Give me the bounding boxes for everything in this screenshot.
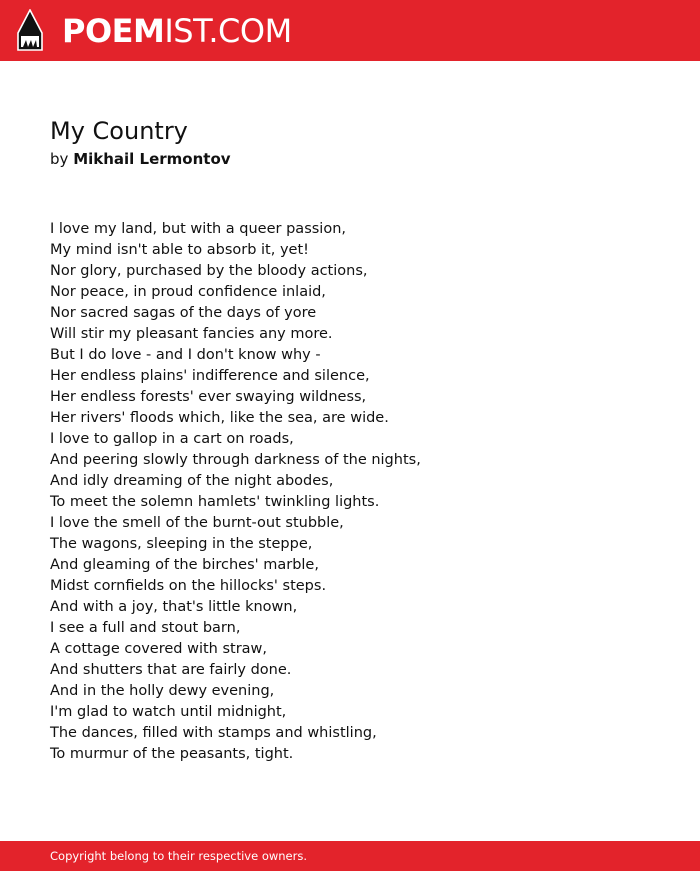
poem-line: Nor sacred sagas of the days of yore <box>50 305 317 321</box>
poem-body <box>50 219 421 765</box>
poem-line: I'm glad to watch until midnight, <box>50 704 287 720</box>
poem-line: The wagons, sleeping in the steppe, <box>50 536 313 552</box>
poem-line: I love to gallop in a cart on roads, <box>50 431 294 447</box>
poem-line: And peering slowly through darkness of the nights, <box>50 452 421 468</box>
poem-line: I love the smell of the burnt-out stubble, <box>50 515 344 531</box>
poem-line: And in the holly dewy evening, <box>50 683 275 699</box>
poem-title: My Country <box>50 117 188 145</box>
poem-line: I see a full and stout barn, <box>50 620 241 636</box>
author-name: Mikhail Lermontov <box>73 150 231 168</box>
poem-line: And shutters that are fairly done. <box>50 662 292 678</box>
poem-line: I love my land, but with a queer passion, <box>50 221 346 237</box>
poem-line: Her endless plains' indifference and silence, <box>50 368 370 384</box>
poem-line: Her rivers' floods which, like the sea, are wide. <box>50 410 389 426</box>
poem-line: Will stir my pleasant fancies any more. <box>50 326 333 342</box>
site-logo[interactable] <box>62 11 292 51</box>
poem-line: The dances, filled with stamps and whistling, <box>50 725 377 741</box>
poem-line: But I do love - and I don't know why - <box>50 347 321 363</box>
poem-line: Nor glory, purchased by the bloody actions, <box>50 263 368 279</box>
poem-line: Her endless forests' ever swaying wildness, <box>50 389 367 405</box>
poem-line: My mind isn't able to absorb it, yet! <box>50 242 309 258</box>
pencil-icon[interactable] <box>17 9 43 51</box>
poem-line: And with a joy, that's little known, <box>50 599 298 615</box>
logo-light-text: IST.COM <box>164 12 292 50</box>
by-label: by <box>50 150 69 168</box>
poem-line: To meet the solemn hamlets' twinkling lights. <box>50 494 380 510</box>
poem-line: And idly dreaming of the night abodes, <box>50 473 334 489</box>
site-header <box>0 0 700 61</box>
logo-bold-text: POEM <box>62 12 165 50</box>
poem-line: Nor peace, in proud confidence inlaid, <box>50 284 326 300</box>
poem-line: And gleaming of the birches' marble, <box>50 557 319 573</box>
poem-line: Midst cornfields on the hillocks' steps. <box>50 578 327 594</box>
copyright-notice: Copyright belong to their respective owners. <box>50 849 308 863</box>
site-footer <box>0 841 700 871</box>
poem-line: To murmur of the peasants, tight. <box>50 746 294 762</box>
poem-byline <box>50 149 231 169</box>
poem-line: A cottage covered with straw, <box>50 641 268 657</box>
